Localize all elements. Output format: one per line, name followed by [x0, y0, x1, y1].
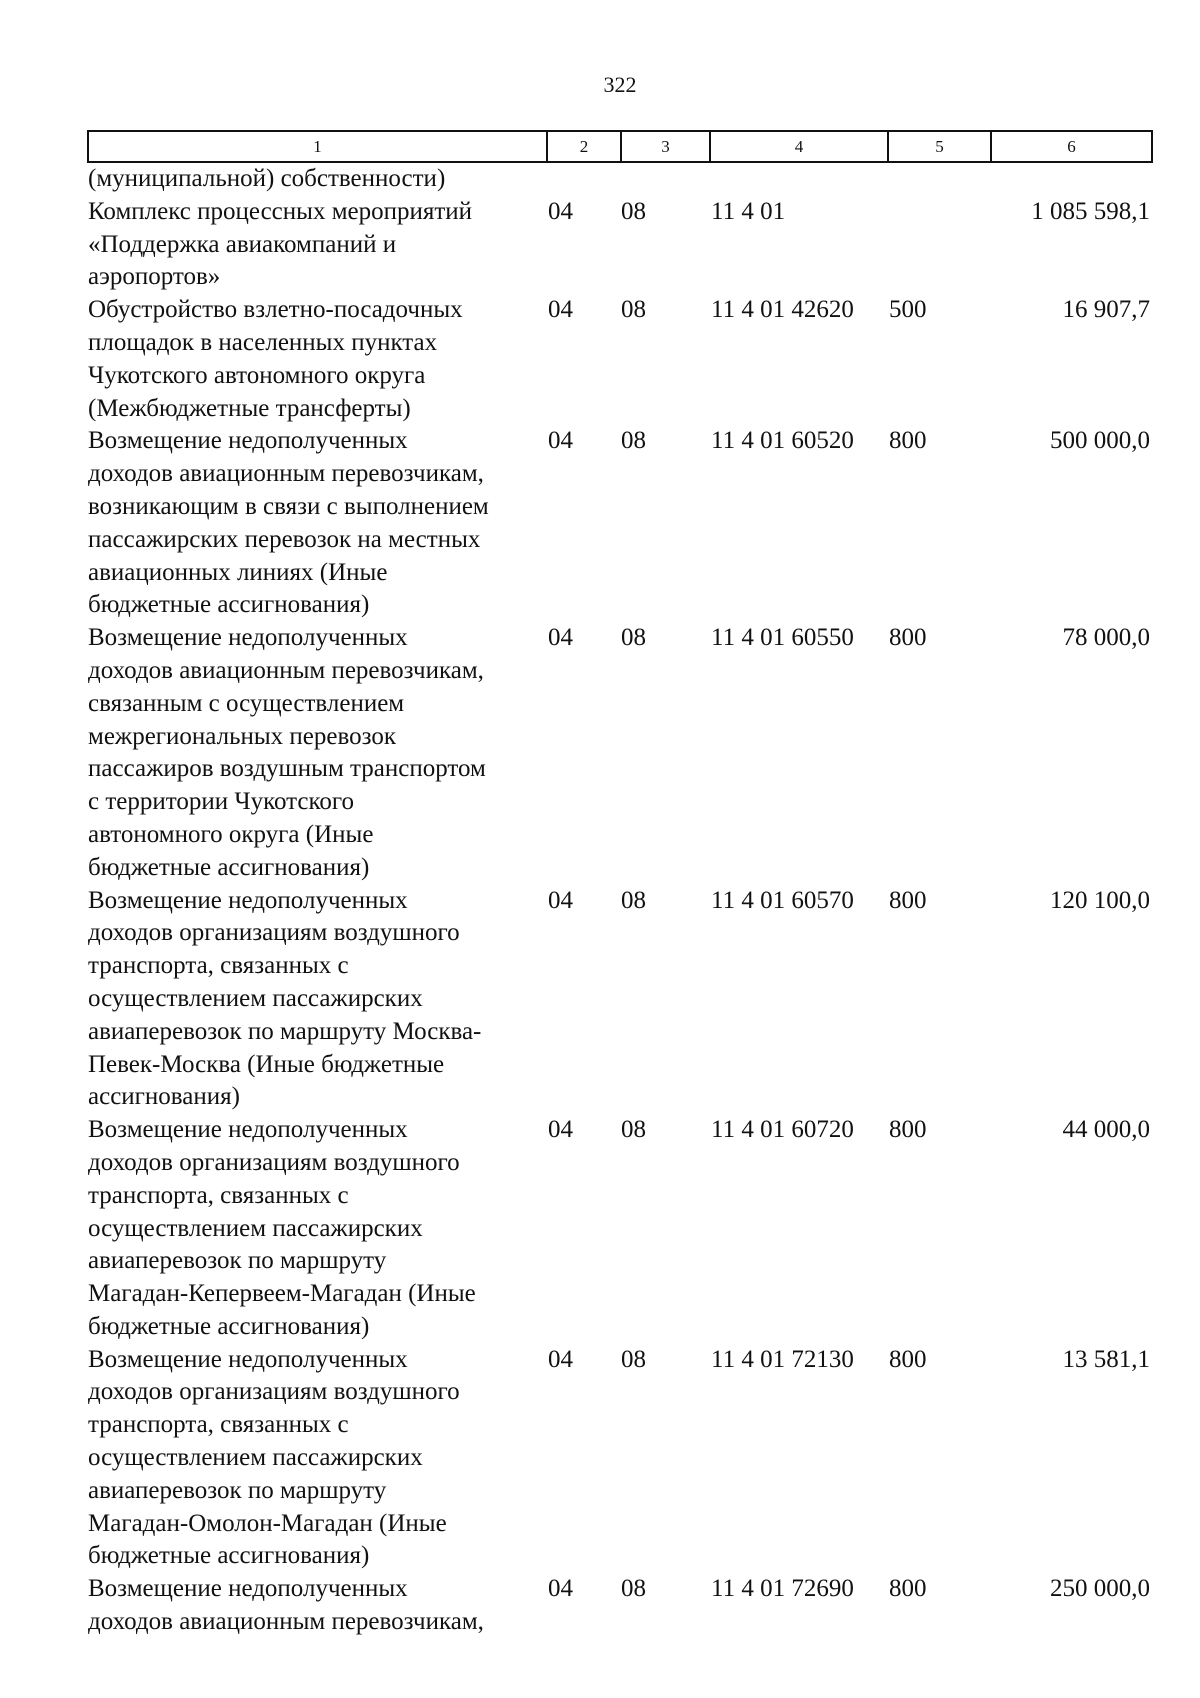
row-name-line: доходов авиационным перевозчикам, [88, 656, 484, 684]
row-name-line: «Поддержка авиакомпаний и [88, 230, 397, 258]
row-name [88, 294, 547, 425]
column-header-2: 2 [547, 131, 621, 162]
row-section-code: 04 [548, 296, 573, 324]
row-name-line: пассажиров воздушным транспортом [88, 755, 486, 783]
row-section-code: 04 [548, 197, 573, 225]
table-row [88, 622, 1152, 884]
row-name-line: пассажирских перевозок на местных [88, 525, 481, 553]
row-name-line: (муниципальной) собственности) [88, 165, 446, 192]
row-name-line: автономного округа (Иные [88, 820, 374, 848]
row-target-article-code: 11 4 01 72130 [711, 1345, 854, 1373]
row-name-line: ассигнования) [88, 1083, 240, 1111]
row-name-line: аэропортов» [88, 263, 221, 291]
row-subsection-code: 08 [621, 197, 646, 225]
row-target-article-code: 11 4 01 42620 [711, 296, 854, 324]
row-name-line: Возмещение недополученных [88, 427, 408, 455]
column-header-5: 5 [888, 131, 991, 162]
row-amount: 250 000,0 [1050, 1575, 1150, 1603]
row-name-line: Возмещение недополученных [88, 624, 408, 652]
row-name-line: доходов организациям воздушного [88, 919, 460, 947]
column-header-4: 4 [710, 131, 888, 162]
row-expense-type-code: 800 [889, 1116, 927, 1144]
row-expense-type-code: 800 [889, 1345, 927, 1373]
row-name-line: Возмещение недополученных [88, 1345, 408, 1373]
row-name-line: Обустройство взлетно-посадочных [88, 296, 463, 324]
row-subsection-code [621, 162, 710, 196]
row-name-line: Магадан-Кепервеем-Магадан (Иные [88, 1280, 476, 1308]
row-name-line: бюджетные ассигнования) [88, 591, 370, 619]
row-target-article-code: 11 4 01 60570 [711, 886, 854, 914]
row-name-line: связанным с осуществлением [88, 689, 405, 717]
row-name [88, 196, 547, 294]
row-name-line: транспорта, связанных с [88, 1181, 349, 1209]
table-header [88, 131, 1152, 162]
row-expense-type-code: 500 [889, 296, 927, 324]
row-name-line: с территории Чукотского [88, 788, 354, 816]
row-name-line: авиаперевозок по маршруту Москва- [88, 1017, 482, 1045]
column-header-1: 1 [88, 131, 547, 162]
row-expense-type-code: 800 [889, 427, 927, 455]
row-name [88, 622, 547, 884]
row-name-line: Комплекс процессных мероприятий [88, 197, 473, 225]
row-section-code: 04 [548, 886, 573, 914]
row-subsection-code: 08 [621, 886, 646, 914]
row-name-line: транспорта, связанных с [88, 952, 349, 980]
table-row [88, 885, 1152, 1115]
row-name-line: транспорта, связанных с [88, 1411, 349, 1439]
row-name-line: авиаперевозок по маршруту [88, 1476, 387, 1504]
table-row [88, 425, 1152, 622]
row-subsection-code: 08 [621, 427, 646, 455]
row-section-code: 04 [548, 427, 573, 455]
row-target-article-code: 11 4 01 60720 [711, 1116, 854, 1144]
row-name-line: доходов организациям воздушного [88, 1378, 460, 1406]
header-row [88, 131, 1152, 162]
row-expense-type-code: 800 [889, 624, 927, 652]
row-amount [991, 162, 1152, 196]
table-body [88, 162, 1152, 1639]
row-name [88, 1573, 547, 1639]
row-name-line: бюджетные ассигнования) [88, 1312, 370, 1340]
table-row [88, 1344, 1152, 1574]
row-amount: 120 100,0 [1050, 886, 1150, 914]
row-name-line: авиационных линиях (Иные [88, 558, 388, 586]
row-subsection-code: 08 [621, 1575, 646, 1603]
column-header-3: 3 [621, 131, 710, 162]
row-target-article-code [710, 162, 888, 196]
row-amount: 16 907,7 [1062, 296, 1150, 324]
table-row [88, 196, 1152, 294]
row-amount: 78 000,0 [1062, 624, 1150, 652]
table-row [88, 294, 1152, 425]
row-section-code: 04 [548, 624, 573, 652]
row-name [88, 162, 547, 196]
row-name-line: авиаперевозок по маршруту [88, 1247, 387, 1275]
row-name-line: Певек-Москва (Иные бюджетные [88, 1050, 445, 1078]
row-name-line: площадок в населенных пунктах [88, 328, 438, 356]
row-expense-type-code [888, 196, 991, 294]
row-subsection-code: 08 [621, 1116, 646, 1144]
table-row [88, 162, 1152, 196]
row-expense-type-code: 800 [889, 1575, 927, 1603]
row-amount: 44 000,0 [1062, 1116, 1150, 1144]
row-name [88, 885, 547, 1115]
row-expense-type-code [888, 162, 991, 196]
table-row [88, 1573, 1152, 1639]
row-amount: 1 085 598,1 [1031, 197, 1150, 225]
row-subsection-code: 08 [621, 624, 646, 652]
row-name-line: осуществлением пассажирских [88, 1214, 423, 1242]
row-subsection-code: 08 [621, 296, 646, 324]
row-name-line: Магадан-Омолон-Магадан (Иные [88, 1509, 447, 1537]
row-name-line: Чукотского автономного округа [88, 361, 426, 389]
row-name [88, 1114, 547, 1344]
row-name-line: возникающим в связи с выполнением [88, 492, 489, 520]
row-name-line: бюджетные ассигнования) [88, 853, 370, 881]
row-name-line: доходов авиационным перевозчикам, [88, 1608, 484, 1636]
row-section-code: 04 [548, 1575, 573, 1603]
budget-table [87, 130, 1153, 1639]
row-name-line: доходов авиационным перевозчикам, [88, 460, 484, 488]
row-name-line: осуществлением пассажирских [88, 984, 423, 1012]
row-name-line: Возмещение недополученных [88, 886, 408, 914]
row-name-line: осуществлением пассажирских [88, 1444, 423, 1472]
row-expense-type-code: 800 [889, 886, 927, 914]
row-subsection-code: 08 [621, 1345, 646, 1373]
row-section-code [547, 162, 621, 196]
row-name-line: бюджетные ассигнования) [88, 1542, 370, 1570]
row-section-code: 04 [548, 1345, 573, 1373]
row-target-article-code: 11 4 01 [711, 197, 786, 225]
row-amount: 13 581,1 [1062, 1345, 1150, 1373]
row-name [88, 1344, 547, 1574]
row-name-line: доходов организациям воздушного [88, 1148, 460, 1176]
row-name-line: Возмещение недополученных [88, 1116, 408, 1144]
row-section-code: 04 [548, 1116, 573, 1144]
row-name-line: (Межбюджетные трансферты) [88, 394, 411, 422]
table-row [88, 1114, 1152, 1344]
row-name [88, 425, 547, 622]
row-name-line: межрегиональных перевозок [88, 722, 396, 750]
column-header-6: 6 [991, 131, 1152, 162]
row-amount: 500 000,0 [1050, 427, 1150, 455]
row-target-article-code: 11 4 01 60550 [711, 624, 854, 652]
page-number: 322 [603, 72, 637, 97]
row-name-line: Возмещение недополученных [88, 1575, 408, 1603]
row-target-article-code: 11 4 01 60520 [711, 427, 854, 455]
row-target-article-code: 11 4 01 72690 [711, 1575, 854, 1603]
